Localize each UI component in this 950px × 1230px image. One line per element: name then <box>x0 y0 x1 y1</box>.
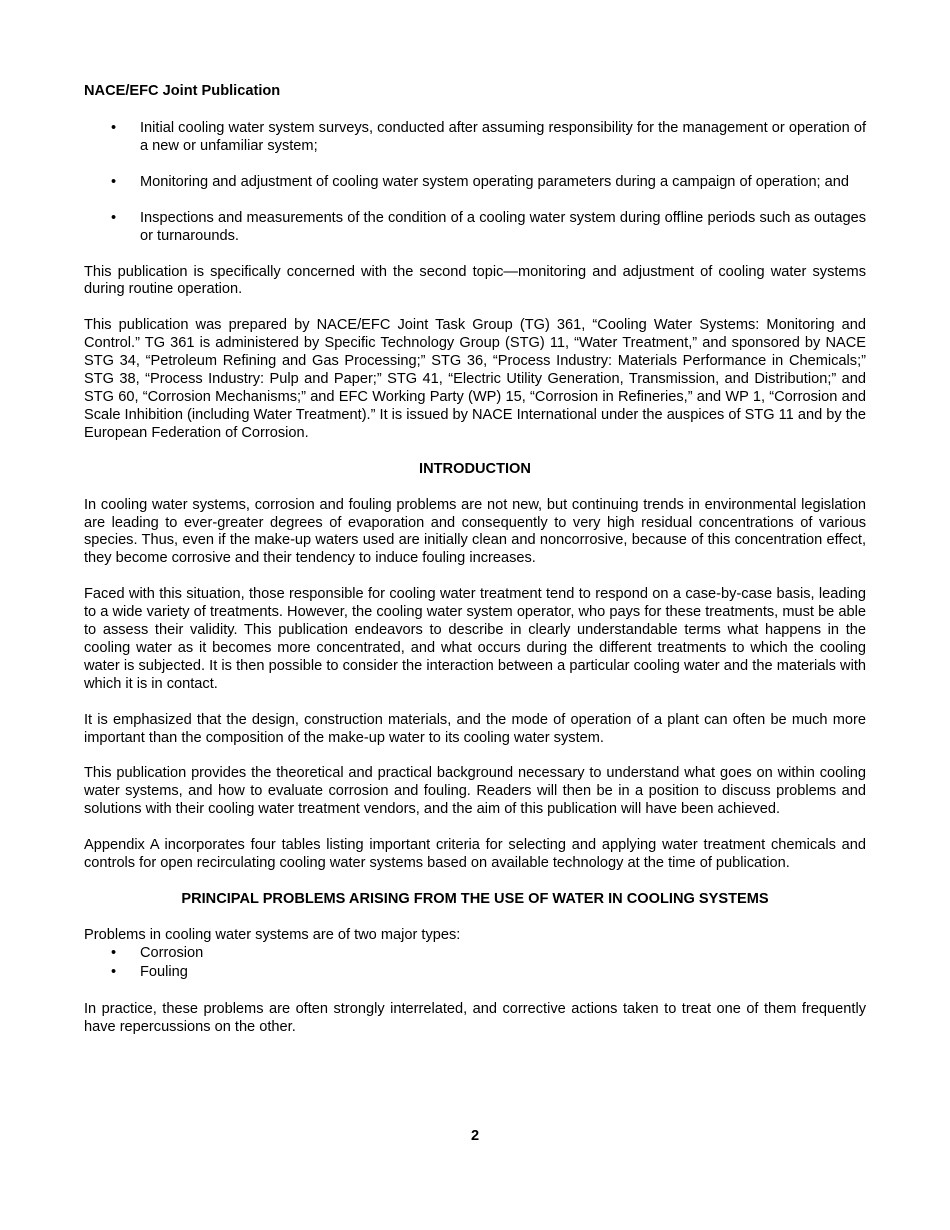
bullet-icon: • <box>111 120 117 136</box>
problem-types-list <box>84 945 866 983</box>
list-item <box>84 210 866 246</box>
scope-paragraph: This publication is specifically concerned with the second topic—monitoring and adjustment of cooling water systems during routine operation. <box>84 263 866 298</box>
list-item-text: Corrosion <box>140 944 204 961</box>
list-item-text: Initial cooling water system surveys, conducted after assuming responsibility for the management or operation of a new or unfamiliar system; <box>140 120 866 154</box>
principal-problems-heading: PRINCIPAL PROBLEMS ARISING FROM THE USE OF WATER IN COOLING SYSTEMS <box>181 891 769 907</box>
introduction-paragraph: This publication provides the theoretical and practical background necessary to understand what goes on within cooling water systems, and how to evaluate corrosion and fouling. Readers will then be in a position to discuss problems and solutions with their cooling water treatment vendors, and the aim of this publication will have been achieved. <box>84 765 866 818</box>
bullet-icon: • <box>111 173 117 190</box>
list-item <box>84 120 866 156</box>
list-item <box>84 945 866 964</box>
list-item-text: Monitoring and adjustment of cooling water system operating parameters during a campaign of operation; and <box>140 173 850 190</box>
running-header: NACE/EFC Joint Publication <box>84 83 281 99</box>
list-item-text: Fouling <box>140 963 188 980</box>
preparation-paragraph: This publication was prepared by NACE/EFC Joint Task Group (TG) 361, “Cooling Water Systems: Monitoring and Control.” TG 361 is administered by Specific Technology Group (STG) 11, “Water Treatment,” and sponsored by NACE STG 34, “Petroleum Refining and Gas Processing;” STG 36, “Process Industry: Materials Performance in Chemicals;” STG 38, “Process Industry: Pulp and Paper;” STG 41, “Electric Utility Generation, Transmission, and Distribution;” and STG 60, “Corrosion Mechanisms;” and EFC Working Party (WP) 15, “Corrosion in Refineries,” and WP 1, “Corrosion and Scale Inhibition (including Water Treatment).” It is issued by NACE International under the auspices of STG 11 and by the European Federation of Corrosion. <box>84 317 866 441</box>
introduction-paragraph: It is emphasized that the design, construction materials, and the mode of operation of a plant can often be much more important than the composition of the make-up water to its cooling water system. <box>84 711 866 746</box>
bullet-icon: • <box>111 944 117 961</box>
survey-types-list <box>84 120 866 246</box>
introduction-paragraph: In cooling water systems, corrosion and fouling problems are not new, but continuing trends in environmental legislation are leading to ever-greater degrees of evaporation and consequently to very high residual concentrations of various species. Thus, even if the make-up waters used are initially clean and noncorrosive, because of this concentration effect, they become corrosive and their tendency to induce fouling increases. <box>84 496 866 567</box>
document-page <box>84 83 866 1037</box>
bullet-icon: • <box>111 209 117 226</box>
page-number: 2 <box>470 1128 480 1144</box>
list-item <box>84 174 866 192</box>
introduction-paragraph: Appendix A incorporates four tables listing important criteria for selecting and applying water treatment chemicals and controls for open recirculating cooling water systems based on available technology at the time of publication. <box>84 837 866 872</box>
problems-closing-paragraph: In practice, these problems are often strongly interrelated, and corrective actions taken to treat one of them frequently have repercussions on the other. <box>84 1000 866 1035</box>
list-item-text: Inspections and measurements of the condition of a cooling water system during offline periods such as outages or turnarounds. <box>140 209 866 244</box>
introduction-paragraph: Faced with this situation, those responsible for cooling water treatment tend to respond on a case-by-case basis, leading to a wide variety of treatments. However, the cooling water system operator, who pays for these treatments, must be able to assess their validity. This publication endeavors to describe in clearly understandable terms what happens in the cooling water as it becomes more concentrated, and what occurs during the different treatments to which the cooling water is subjected. It is then possible to consider the interaction between a particular cooling water and the materials with which it is in contact. <box>84 586 866 692</box>
introduction-heading: INTRODUCTION <box>419 460 531 477</box>
bullet-icon: • <box>111 963 117 980</box>
list-item <box>84 964 866 983</box>
problems-lead-text: Problems in cooling water systems are of two major types: <box>84 926 461 943</box>
